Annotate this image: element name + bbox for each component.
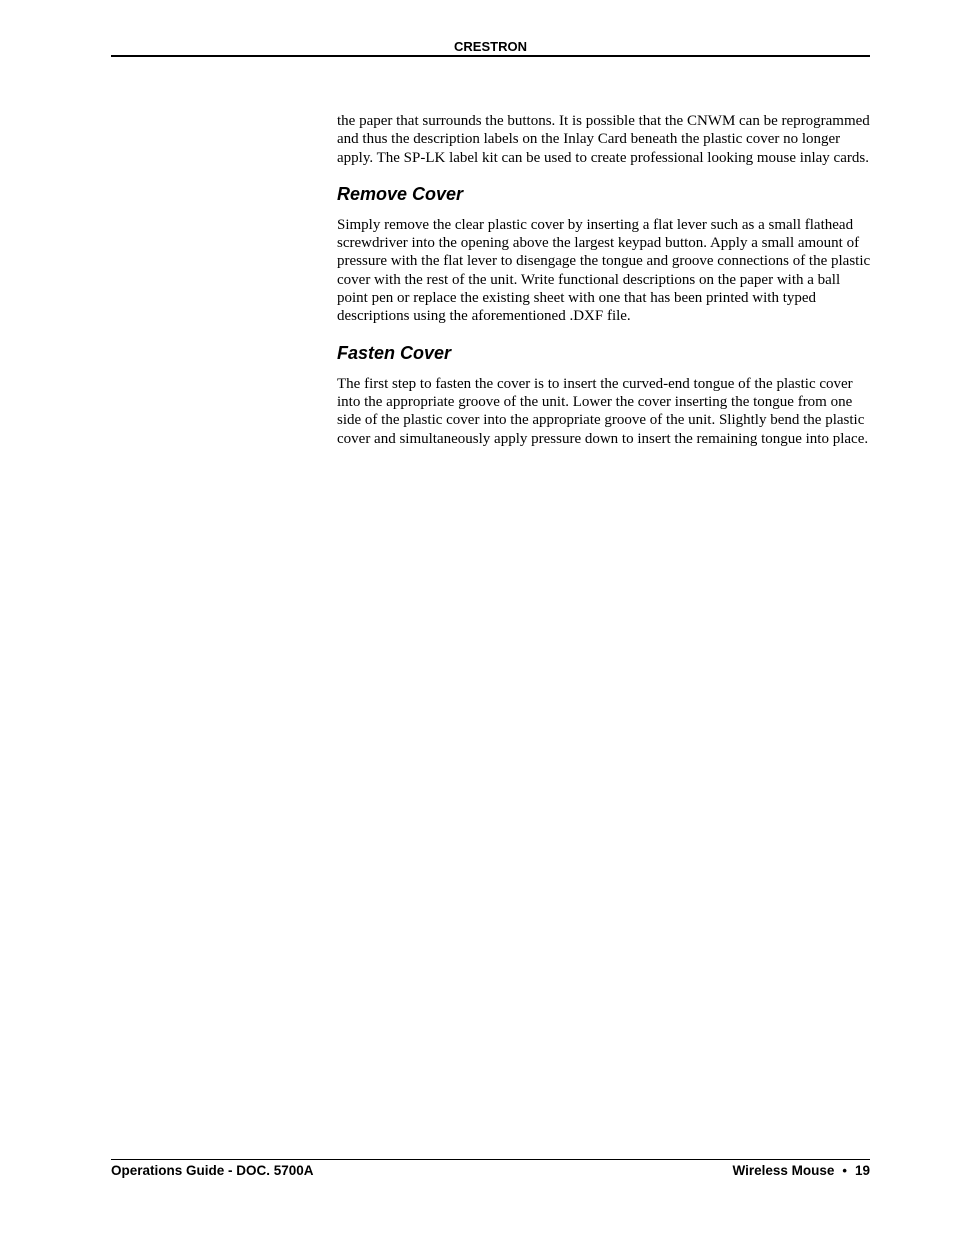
footer-page-number: 19 [854,1163,870,1178]
section-body-fasten-cover: The first step to fasten the cover is to insert the curved-end tongue of the plastic cover into the appropriate groove of the unit. Lower the cover inserting the tongue from one side of the plastic cover into the appropriate groove of the unit. Slightly bend the plastic cover and simultaneously apply pressure down to insert the remaining tongue into place. [337,375,869,447]
footer-section-title: Wireless Mouse [732,1163,835,1178]
section-heading-remove-cover: Remove Cover [337,183,464,204]
footer-right [732,1163,870,1178]
page-footer [111,1159,870,1182]
footer-doc-title: Operations Guide - DOC. 5700A [111,1163,314,1178]
header-brand: CRESTRON [454,39,527,54]
page-header [111,39,870,57]
section-heading-fasten-cover: Fasten Cover [337,342,452,363]
intro-paragraph: the paper that surrounds the buttons. It is possible that the CNWM can be reprogrammed and thus the description labels on the Inlay Card beneath the plastic cover no longer apply. The SP-LK label kit can be used to create professional looking mouse inlay cards. [337,113,870,166]
bullet-icon: • [842,1163,847,1178]
section-body-remove-cover: Simply remove the clear plastic cover by inserting a flat lever such as a small flathead screwdriver into the opening above the largest keypad button. Apply a small amount of pressure with the flat lever to disengage the tongue and groove connections of the plastic cover with the rest of the unit. Write functional descriptions on the paper with a ball point pen or replace the existing sheet with one that has been printed with typed descriptions using the aforementioned .DXF file. [337,216,871,325]
page-content [337,112,871,448]
